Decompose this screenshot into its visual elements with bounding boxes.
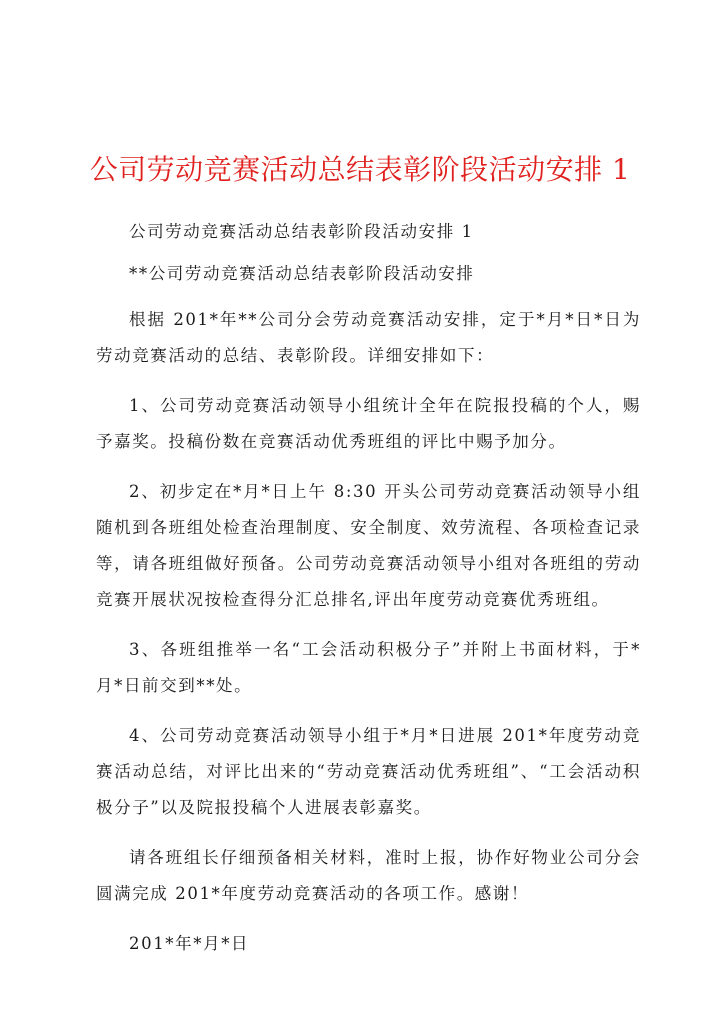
document-title: 公司劳动竞赛活动总结表彰阶段活动安排 1: [89, 153, 631, 186]
intro-paragraph: 根据 201*年**公司分会劳动竞赛活动安排，定于*月*日*日为劳动竞赛活动的总结、表彰阶段。详细安排如下：: [96, 310, 641, 365]
closing-paragraph: 请各班组长仔细预备相关材料，准时上报，协作好物业公司分会圆满完成 201*年度劳动竞赛活动的各项工作。感谢！: [96, 848, 641, 903]
item-2-paragraph: 2、初步定在*月*日上午 8:30 开头公司劳动竞赛活动领导小组随机到各班组处检查治理制度、安全制度、效劳流程、各项检查记录等，请各班组做好预备。公司劳动竞赛活动领导小组对各班组的劳动竞赛开展状况按检查得分汇总排名,评出年度劳动竞赛优秀班组。: [96, 482, 641, 609]
date-line: 201*年*月*日: [129, 934, 250, 953]
document-body: [96, 214, 641, 976]
heading-line: **公司劳动竞赛活动总结表彰阶段活动安排: [129, 264, 475, 283]
item-3-paragraph: 3、各班组推举一名“工会活动积极分子”并附上书面材料，于*月*日前交到**处。: [96, 640, 641, 695]
item-1-paragraph: 1、公司劳动竞赛活动领导小组统计全年在院报投稿的个人，赐予嘉奖。投稿份数在竞赛活动优秀班组的评比中赐予加分。: [96, 396, 641, 451]
subtitle-line: 公司劳动竞赛活动总结表彰阶段活动安排 1: [129, 222, 474, 241]
item-4-paragraph: 4、公司劳动竞赛活动领导小组于*月*日进展 201*年度劳动竞赛活动总结，对评比出来的“劳动竞赛活动优秀班组”、“工会活动积极分子”以及院报投稿个人进展表彰嘉奖。: [96, 726, 641, 817]
